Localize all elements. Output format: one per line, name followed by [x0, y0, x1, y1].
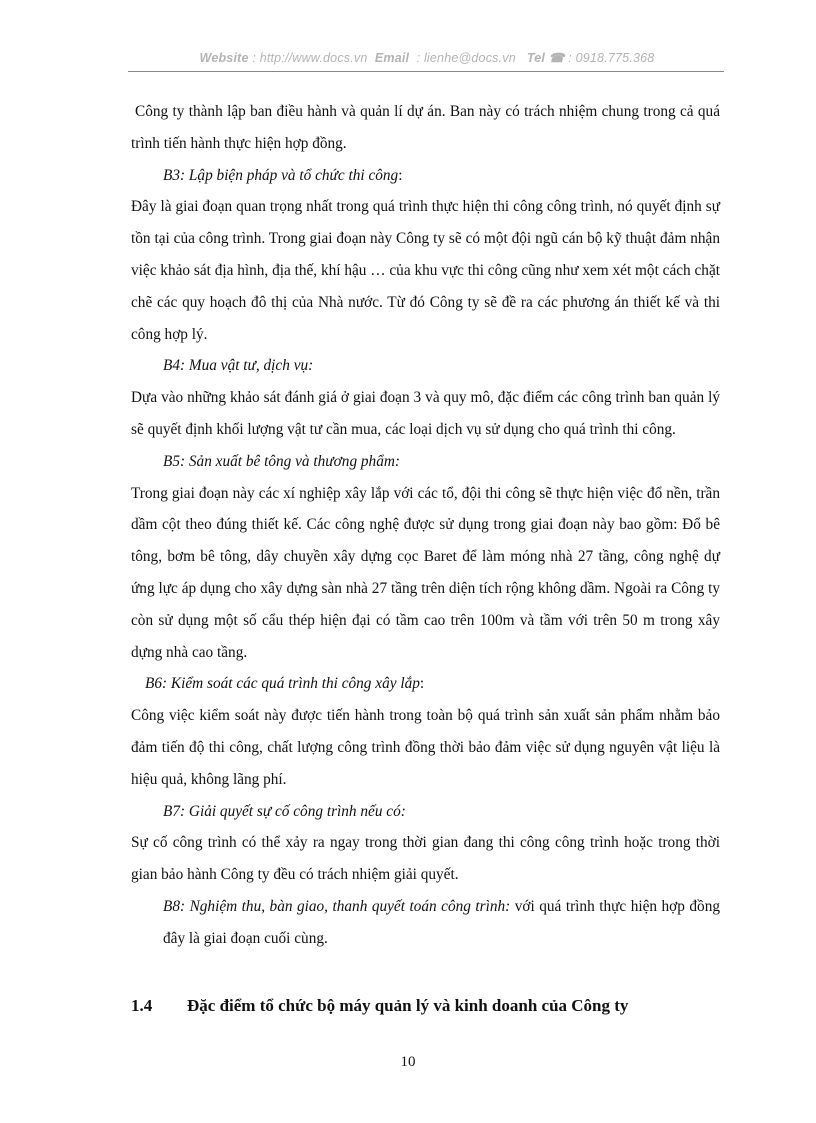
- paragraph-b4: Dựa vào những khảo sát đánh giá ở giai đoạn 3 và quy mô, đặc điểm các công trình ban quản lý sẽ quyết định khối lượng vật tư cần mua, các loại dịch vụ sử dụng cho quá trình thi công.: [131, 389, 720, 438]
- paragraph-intro: Công ty thành lập ban điều hành và quản lí dự án. Ban này có trách nhiệm chung trong cả quá trình tiến hành thực hiện hợp đồng.: [131, 103, 720, 152]
- heading-b5-text: B5: Sản xuất bê tông và thương phẩm:: [163, 452, 400, 470]
- heading-b6-text: B6: Kiểm soát các quá trình thi công xây lắp: [145, 675, 420, 693]
- heading-b5: [131, 446, 720, 478]
- paragraph-b8: [131, 891, 720, 955]
- heading-b8-text: B8: Nghiệm thu, bàn giao, thanh quyết toán công trình:: [163, 897, 511, 915]
- heading-b6: [131, 668, 720, 700]
- tel-label: Tel ☎: [526, 51, 565, 65]
- website-value: : http://www.docs.vn: [252, 51, 368, 65]
- heading-b7-text: B7: Giải quyết sự cố công trình nếu có:: [163, 802, 406, 820]
- tel-value: : 0918.775.368: [568, 51, 655, 65]
- header-divider: [128, 71, 724, 72]
- email-label: Email: [374, 51, 410, 65]
- page-number: 10: [400, 1054, 416, 1070]
- heading-b3-text: B3: Lập biện pháp và tổ chức thi công: [163, 166, 399, 184]
- heading-b4-text: B4: Mua vật tư, dịch vụ:: [163, 357, 314, 375]
- paragraph-b3: Đây là giai đoạn quan trọng nhất trong quá trình thực hiện thi công công trình, nó quyết định sự tồn tại của công trình. Trong giai đoạn này Công ty sẽ có một đội ngũ cán bộ kỹ thuật đảm nhận việc khảo sát địa hình, địa thế, khí hậu … của khu vực thi công cũng như xem xét một cách chặt chẽ các quy hoạch đô thị của Nhà nước. Từ đó Công ty sẽ đề ra các phương án thiết kế và thi công hợp lý.: [131, 198, 720, 343]
- paragraph-b5: Trong giai đoạn này các xí nghiệp xây lắp với các tổ, đội thi công sẽ thực hiện việc đổ nền, trần dầm cột theo đúng thiết kế. Các công nghệ được sử dụng trong giai đoạn này bao gồm: Đổ bê tông, bơm bê tông, dây chuyền xây dựng cọc Baret để làm móng nhà 27 tầng, công nghệ dự ứng lực áp dụng cho xây dựng sàn nhà 27 tầng trên diện tích rộng không dầm. Ngoài ra Công ty còn sử dụng một số cẩu thép hiện đại có tầm cao trên 100m và tầm với trên 50 m trong xây dựng nhà cao tầng.: [131, 484, 720, 661]
- paragraph-b8-text: với quá trình thực hiện hợp đồng đây là giai đoạn cuối cùng.: [163, 897, 721, 947]
- heading-b3-colon: :: [398, 166, 403, 184]
- paragraph-b6: Công việc kiểm soát này được tiến hành trong toàn bộ quá trình sản xuất sản phẩm nhằm bảo đảm tiến độ thi công, chất lượng công trình đồng thời bảo đảm việc sử dụng nguyên vật liệu là hiệu quả, không lãng phí.: [131, 707, 720, 788]
- section-heading: [131, 994, 720, 1018]
- heading-b6-colon: :: [419, 675, 425, 693]
- document-body: [131, 96, 720, 955]
- section-number: 1.4: [131, 996, 153, 1015]
- page-header: [130, 50, 724, 65]
- section-title: Đặc điểm tổ chức bộ máy quản lý và kinh doanh của Công ty: [187, 996, 629, 1015]
- email-value: : lienhe@docs.vn: [416, 51, 516, 65]
- website-label: Website: [199, 51, 249, 65]
- paragraph-b7: Sự cố công trình có thể xảy ra ngay trong thời gian đang thi công công trình hoặc trong thời gian bảo hành Công ty đều có trách nhiệm giải quyết.: [131, 834, 720, 884]
- heading-b7: [131, 796, 720, 828]
- heading-b3: [131, 160, 720, 192]
- heading-b4: [131, 350, 720, 382]
